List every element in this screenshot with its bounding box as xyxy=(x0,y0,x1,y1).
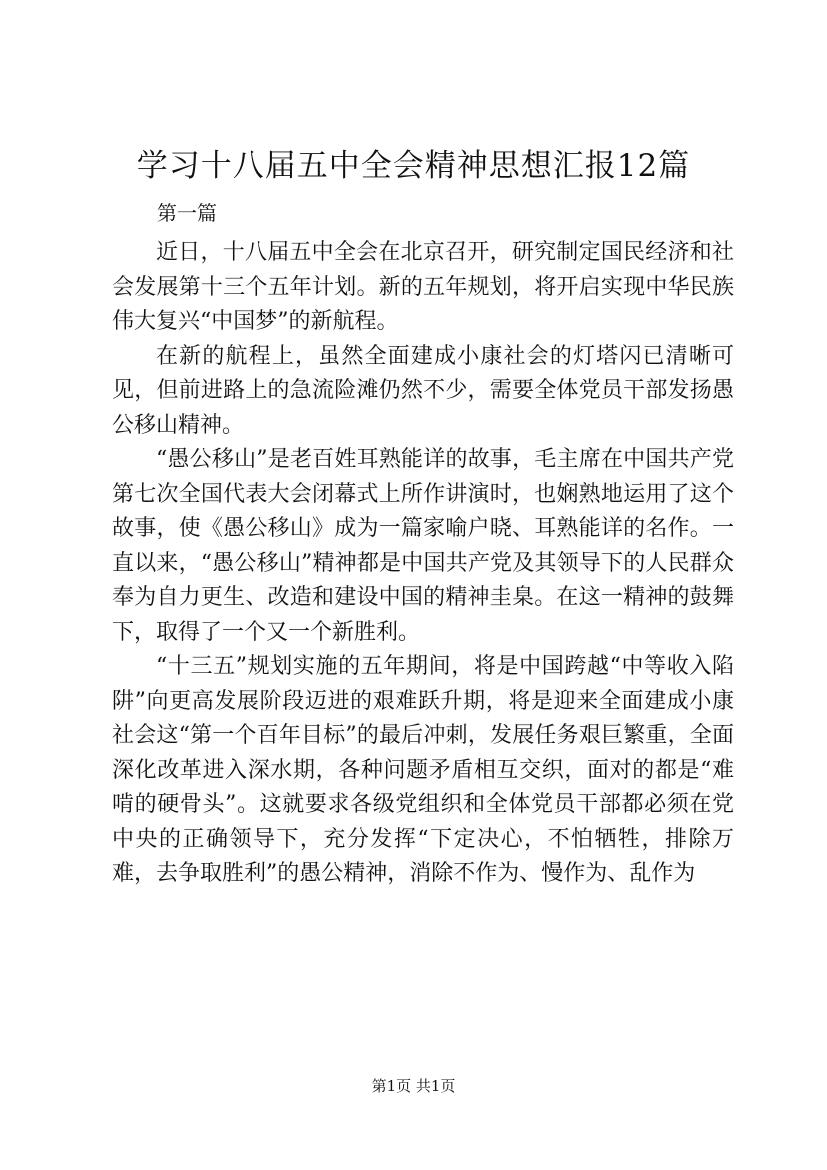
paragraph: “十三五”规划实施的五年期间，将是中国跨越“中等收入陷阱”向更高发展阶段迈进的艰难跃升期，将是迎来全面建成小康社会这“第一个百年目标”的最后冲刺，发展任务艰巨繁重，全面深化改革进入深水期，各种问题矛盾相互交织，面对的都是“难啃的硬骨头”。这就要求各级党组织和全体党员干部都必须在党中央的正确领导下，充分发挥“下定决心，不怕牺牲，排除万难，去争取胜利”的愚公精神，消除不作为、慢作为、乱作为 xyxy=(112,654,734,886)
paragraph: “愚公移山”是老百姓耳熟能详的故事，毛主席在中国共产党第七次全国代表大会闭幕式上所作讲演时，也娴熟地运用了这个故事，使《愚公移山》成为一篇家喻户晓、耳熟能详的名作。一直以来，“愚公移山”精神都是中国共产党及其领导下的人民群众奉为自力更生、改造和建设中国的精神圭臬。在这一精神的鼓舞下，取得了一个又一个新胜利。 xyxy=(112,447,734,645)
document-title: 学习十八届五中全会精神思想汇报12篇 xyxy=(136,148,691,184)
paragraph: 近日，十八届五中全会在北京召开，研究制定国民经济和社会发展第十三个五年计划。新的五年规划，将开启实现中华民族伟大复兴“中国梦”的新航程。 xyxy=(112,240,734,334)
section-label: 第一篇 xyxy=(157,201,217,225)
paragraph: 在新的航程上，虽然全面建成小康社会的灯塔闪已清晰可见，但前进路上的急流险滩仍然不少，需要全体党员干部发扬愚公移山精神。 xyxy=(112,343,734,438)
document-body xyxy=(112,236,734,892)
page-footer: 第1页 共1页 xyxy=(371,1077,456,1095)
